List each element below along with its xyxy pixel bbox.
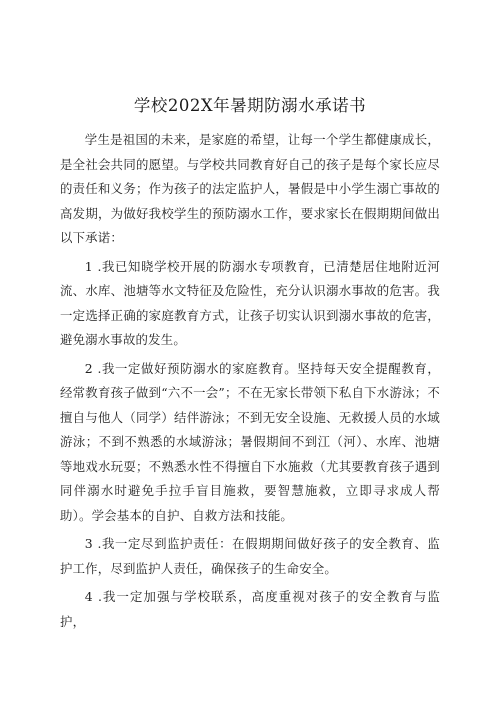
commitment-item-1: 1 .我已知晓学校开展的防溺水专项教育，已清楚居住地附近河流、水库、池塘等水文特征及危险性，充分认识溺水事故的危害。我一定选择正确的家庭教育方式，让孩子切实认识到溺水事故的危害，避免溺水事故的发生。 [60,258,440,347]
commitment-item-2: 2 .我一定做好预防溺水的家庭教育。坚持每天安全提醒教育，经常教育孩子做到“六不一会”；不在无家长带领下私自下水游泳；不擅自与他人（同学）结伴游泳；不到无安全设施、无救援人员的水域游泳；不到不熟悉的水域游泳；暑假期间不到江（河）、水库、池塘等地戏水玩耍；不熟悉水性不得擅自下水施救（尤其要教育孩子遇到同伴溺水时避免手拉手盲目施救，要智慧施救，立即寻求成人帮助）。学会基本的自护、自救方法和技能。 [60,360,440,523]
commitment-item-3: 3 .我一定尽到监护责任：在假期期间做好孩子的安全教育、监护工作，尽到监护人责任，确保孩子的生命安全。 [60,536,440,576]
intro-paragraph: 学生是祖国的未来，是家庭的希望，让每一个学生都健康成长，是全社会共同的愿望。与学校共同教育好自己的孩子是每个家长应尽的责任和义务；作为孩子的法定监护人，暑假是中小学生溺亡事故的高发期，为做好我校学生的预防溺水工作，要求家长在假期期间做出以下承诺： [60,132,440,245]
commitment-item-4: 4 .我一定加强与学校联系，高度重视对孩子的安全教育与监护， [60,589,440,629]
document-title: 学校202X年暑期防溺水承诺书 [133,96,367,115]
